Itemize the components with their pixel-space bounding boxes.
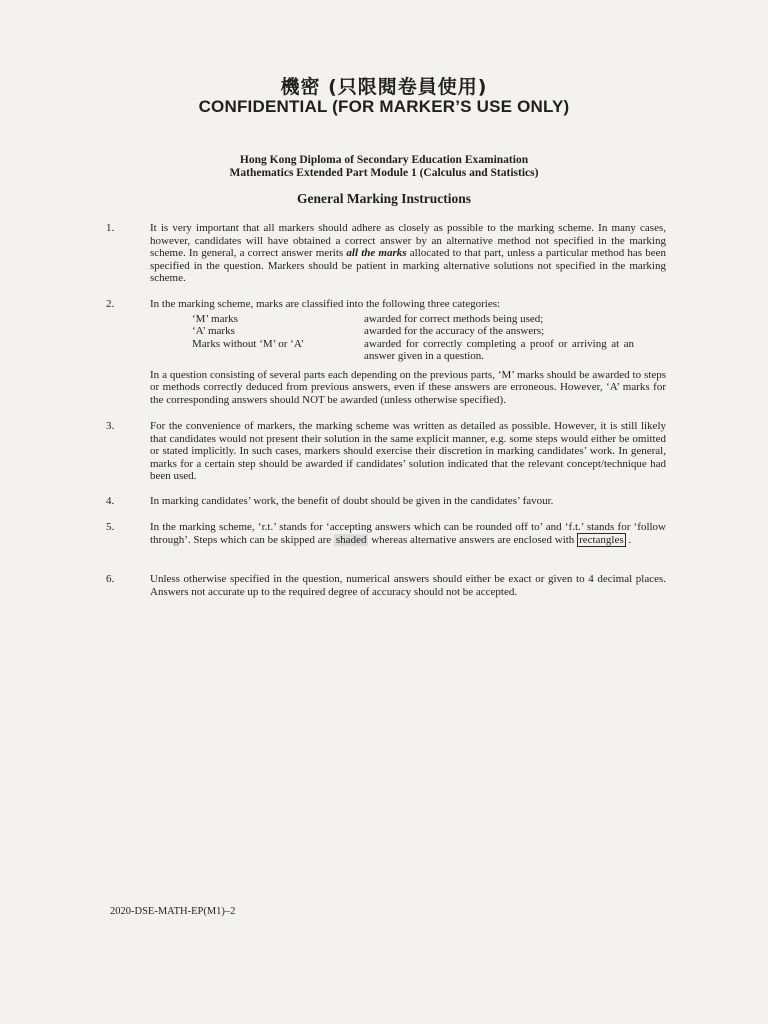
category-label: ‘A’ marks bbox=[192, 325, 235, 337]
item-number: 4. bbox=[106, 495, 115, 507]
marks-categories-table bbox=[192, 313, 634, 363]
category-label: Marks without ‘M’ or ‘A’ bbox=[192, 337, 305, 350]
item-number: 5. bbox=[106, 521, 115, 533]
category-row bbox=[192, 325, 634, 338]
category-description: awarded for correctly completing a proof or arriving at an answer given in a question. bbox=[364, 337, 634, 362]
category-label: ‘M’ marks bbox=[192, 312, 238, 325]
item-text: For the convenience of markers, the marking scheme was written as detailed as possible. However, it is still likely that candidates would not present their solution in the same explicit manner, e.g. some steps would either be omitted or stated implicitly. In such cases, markers should exercise their discretion in marking candidates’ work. In general, marks for a certain step should be awarded if candidates’ solution indicated that the relevant concept/technique had been used. bbox=[150, 420, 666, 482]
instruction-item-1 bbox=[106, 222, 666, 285]
subject-name: Mathematics Extended Part Module 1 (Calculus and Statistics) bbox=[229, 167, 539, 179]
item-number: 6. bbox=[106, 573, 115, 585]
instruction-item-6 bbox=[106, 573, 666, 598]
exam-name: Hong Kong Diploma of Secondary Education Examination bbox=[239, 154, 529, 166]
confidential-title-english: CONFIDENTIAL (FOR MARKER’S USE ONLY) bbox=[198, 97, 570, 116]
instruction-item-2 bbox=[106, 298, 666, 406]
rectangle-example: rectangles bbox=[579, 533, 624, 546]
instruction-item-4 bbox=[106, 495, 666, 508]
section-heading: General Marking Instructions bbox=[297, 191, 471, 206]
item-text: In marking candidates’ work, the benefit of doubt should be given in the candidates’ favour. bbox=[150, 495, 554, 507]
item-text: In the marking scheme, ‘r.t.’ stands for ‘accepting answers which can be rounded off to’ and ‘f.t.’ stands for ‘follow through’. Steps which can be skipped are shaded whereas alternative answers are enclosed with rectangles . bbox=[150, 521, 666, 546]
item-text: Unless otherwise specified in the question, numerical answers should either be exact or given to 4 decimal places. Answers not accurate up to the required degree of accuracy should not be accepted. bbox=[150, 573, 666, 598]
category-description: awarded for the accuracy of the answers; bbox=[364, 325, 545, 337]
item-text: It is very important that all markers should adhere as closely as possible to the marking scheme. In many cases, however, candidates will have obtained a correct answer by an alternative method not specified in the marking scheme. In general, a correct answer merits all the marks allocated to that part, unless a particular method has been specified in the question. Markers should be patient in marking alternative solutions not specified in the marking scheme. bbox=[150, 222, 666, 284]
confidential-title-chinese: 機密 (只限閱卷員使用) bbox=[280, 76, 488, 98]
item-number: 1. bbox=[106, 222, 115, 234]
shaded-example: shaded bbox=[335, 533, 367, 546]
item-number: 2. bbox=[106, 298, 115, 310]
instruction-item-3 bbox=[106, 420, 666, 483]
page-footer-code: 2020-DSE-MATH-EP(M1)–2 bbox=[110, 906, 236, 917]
item-intro: In the marking scheme, marks are classified into the following three categories: bbox=[150, 298, 501, 310]
item-number: 3. bbox=[106, 420, 115, 432]
category-row bbox=[192, 338, 634, 363]
category-row bbox=[192, 313, 634, 326]
emphasis-text: all the marks bbox=[346, 247, 407, 259]
instruction-item-5 bbox=[106, 521, 666, 546]
category-description: awarded for correct methods being used; bbox=[364, 312, 544, 325]
item-text: In a question consisting of several parts each depending on the previous parts, ‘M’ marks should be awarded to steps or methods correctly deduced from previous answers, even if these answers are erroneous. However, ‘A’ marks for the corresponding answers should NOT be awarded (unless otherwise specified). bbox=[150, 368, 666, 406]
